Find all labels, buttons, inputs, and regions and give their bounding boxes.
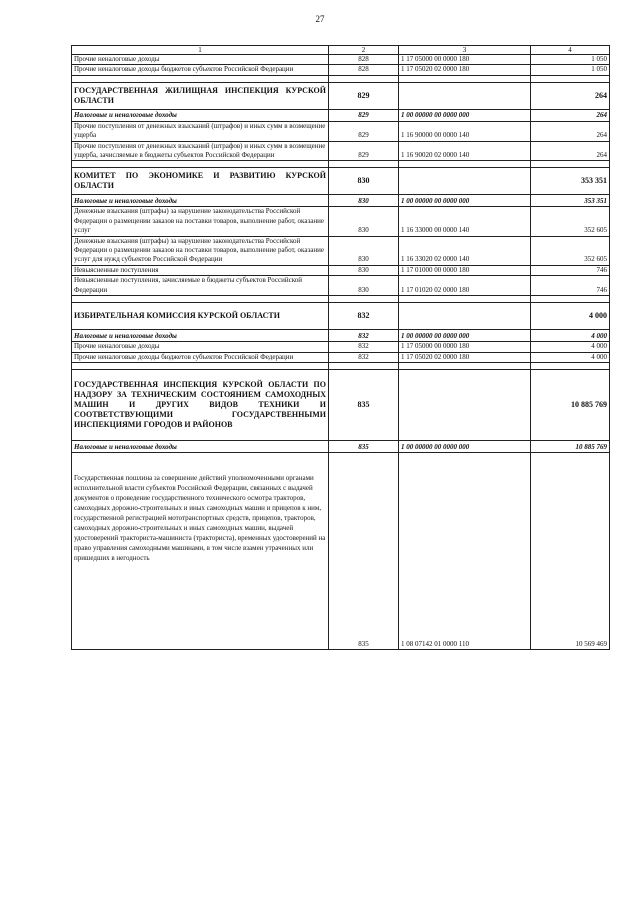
spacer-cell [531, 75, 610, 82]
row-kbk-cell: 1 17 05020 02 0000 180 [399, 65, 531, 75]
row-amount-cell: 4 000 [531, 342, 610, 352]
spacer-cell [329, 75, 399, 82]
row-kbk-cell: 1 17 01020 02 0000 180 [399, 276, 531, 296]
row-name-cell: ГОСУДАРСТВЕННАЯ ЖИЛИЩНАЯ ИНСПЕКЦИЯ КУРСКОЙ ОБЛАСТИ [72, 82, 329, 109]
row-name-cell: Прочие неналоговые доходы [72, 342, 329, 352]
row-name-cell: ИЗБИРАТЕЛЬНАЯ КОМИССИЯ КУРСКОЙ ОБЛАСТИ [72, 303, 329, 330]
table-row [72, 55, 610, 65]
row-kbk-cell [399, 303, 531, 330]
spacer-cell [72, 161, 329, 168]
row-name-cell: Налоговые и неналоговые доходы [72, 195, 329, 207]
row-kbk-cell: 1 17 05020 02 0000 180 [399, 352, 531, 362]
spacer-cell [531, 161, 610, 168]
row-code-cell: 830 [329, 195, 399, 207]
row-amount-cell: 353 351 [531, 195, 610, 207]
row-code-cell: 835 [329, 452, 399, 649]
row-code-cell: 830 [329, 276, 399, 296]
spacer-cell [399, 296, 531, 303]
spacer-cell [72, 362, 329, 369]
organization-row [72, 369, 610, 440]
row-code-cell: 830 [329, 168, 399, 195]
row-name-cell: Денежные взыскания (штрафы) за нарушение законодательства Российской Федерации о размещении заказов на поставки товаров, выполнение работ, оказание услуг [72, 207, 329, 236]
table-row [72, 265, 610, 275]
row-kbk-cell [399, 168, 531, 195]
row-amount-cell: 352 605 [531, 236, 610, 265]
table-row [72, 65, 610, 75]
budget-revenue-table [71, 45, 610, 650]
row-kbk-cell: 1 17 01000 00 0000 180 [399, 265, 531, 275]
spacer-cell [531, 362, 610, 369]
row-kbk-cell [399, 369, 531, 440]
row-amount-cell: 1 050 [531, 65, 610, 75]
spacer-cell [72, 296, 329, 303]
table-body [72, 46, 610, 650]
spacer-row [72, 75, 610, 82]
row-name-cell: ГОСУДАРСТВЕННАЯ ИНСПЕКЦИЯ КУРСКОЙ ОБЛАСТИ ПО НАДЗОРУ ЗА ТЕХНИЧЕСКИМ СОСТОЯНИЕМ САМОХОДНЫХ МАШИН И ДРУГИХ ВИДОВ ТЕХНИКИ И СООТВЕТСТВУЮЩИМИ ГОСУДАРСТВЕННЫМИ ИНСПЕКЦИЯМИ ГОРОДОВ И РАЙОНОВ [72, 369, 329, 440]
revenue-group-row [72, 195, 610, 207]
row-amount-cell: 10 885 769 [531, 369, 610, 440]
row-name-cell: Налоговые и неналоговые доходы [72, 330, 329, 342]
table-row [72, 207, 610, 236]
table-header-row [72, 46, 610, 55]
row-amount-cell: 10 569 469 [531, 452, 610, 649]
row-name-cell: Прочие поступления от денежных взысканий (штрафов) и иных сумм в возмещение ущерба, зачисляемые в бюджеты субъектов Российской Федерации [72, 141, 329, 161]
row-name-cell: Прочие неналоговые доходы бюджетов субъектов Российской Федерации [72, 65, 329, 75]
row-amount-cell: 353 351 [531, 168, 610, 195]
column-header-4: 4 [531, 46, 610, 55]
row-code-cell: 832 [329, 342, 399, 352]
spacer-cell [329, 161, 399, 168]
table-row [72, 452, 610, 649]
row-code-cell: 832 [329, 303, 399, 330]
spacer-cell [329, 296, 399, 303]
revenue-group-row [72, 440, 610, 452]
row-amount-cell: 264 [531, 109, 610, 121]
table-row [72, 141, 610, 161]
organization-row [72, 82, 610, 109]
row-kbk-cell: 1 08 07142 01 0000 110 [399, 452, 531, 649]
row-kbk-cell: 1 16 33020 02 0000 140 [399, 236, 531, 265]
row-amount-cell: 1 050 [531, 55, 610, 65]
row-name-cell: Прочие неналоговые доходы [72, 55, 329, 65]
row-name-cell: Денежные взыскания (штрафы) за нарушение законодательства Российской Федерации о размещении заказов на поставки товаров, выполнение работ, оказание услуг для нужд субъектов Российской Федерации [72, 236, 329, 265]
spacer-cell [329, 362, 399, 369]
organization-row [72, 303, 610, 330]
row-code-cell: 829 [329, 121, 399, 141]
row-amount-cell: 264 [531, 82, 610, 109]
page-number: 27 [315, 14, 325, 24]
row-code-cell: 828 [329, 55, 399, 65]
table-row [72, 276, 610, 296]
table-row [72, 236, 610, 265]
row-amount-cell: 4 000 [531, 352, 610, 362]
row-kbk-cell: 1 00 00000 00 0000 000 [399, 330, 531, 342]
column-header-2: 2 [329, 46, 399, 55]
spacer-cell [399, 75, 531, 82]
row-amount-cell: 10 885 769 [531, 440, 610, 452]
row-code-cell: 830 [329, 236, 399, 265]
revenue-group-row [72, 330, 610, 342]
row-code-cell: 829 [329, 82, 399, 109]
row-code-cell: 830 [329, 265, 399, 275]
row-kbk-cell: 1 00 00000 00 0000 000 [399, 440, 531, 452]
spacer-cell [399, 362, 531, 369]
row-amount-cell: 746 [531, 276, 610, 296]
spacer-row [72, 362, 610, 369]
row-code-cell: 830 [329, 207, 399, 236]
row-code-cell: 832 [329, 352, 399, 362]
row-amount-cell: 4 000 [531, 303, 610, 330]
row-kbk-cell: 1 16 90020 02 0000 140 [399, 141, 531, 161]
row-amount-cell: 4 000 [531, 330, 610, 342]
row-kbk-cell: 1 16 33000 00 0000 140 [399, 207, 531, 236]
row-kbk-cell [399, 82, 531, 109]
row-kbk-cell: 1 00 00000 00 0000 000 [399, 195, 531, 207]
row-amount-cell: 352 605 [531, 207, 610, 236]
row-name-cell: Прочие неналоговые доходы бюджетов субъектов Российской Федерации [72, 352, 329, 362]
row-kbk-cell: 1 17 05000 00 0000 180 [399, 55, 531, 65]
revenue-group-row [72, 109, 610, 121]
column-header-3: 3 [399, 46, 531, 55]
spacer-cell [531, 296, 610, 303]
column-header-1: 1 [72, 46, 329, 55]
table-row [72, 342, 610, 352]
row-kbk-cell: 1 00 00000 00 0000 000 [399, 109, 531, 121]
row-kbk-cell: 1 16 90000 00 0000 140 [399, 121, 531, 141]
table-row [72, 352, 610, 362]
row-name-cell: Прочие поступления от денежных взысканий (штрафов) и иных сумм в возмещение ущерба [72, 121, 329, 141]
row-name-cell: Налоговые и неналоговые доходы [72, 440, 329, 452]
row-kbk-cell: 1 17 05000 00 0000 180 [399, 342, 531, 352]
row-code-cell: 835 [329, 369, 399, 440]
spacer-row [72, 296, 610, 303]
spacer-row [72, 161, 610, 168]
row-code-cell: 832 [329, 330, 399, 342]
row-name-cell: Налоговые и неналоговые доходы [72, 109, 329, 121]
spacer-cell [72, 75, 329, 82]
row-name-cell: Невыясненные поступления, зачисляемые в бюджеты субъектов Российской Федерации [72, 276, 329, 296]
row-code-cell: 835 [329, 440, 399, 452]
row-amount-cell: 746 [531, 265, 610, 275]
table-row [72, 121, 610, 141]
row-amount-cell: 264 [531, 121, 610, 141]
spacer-cell [399, 161, 531, 168]
row-code-cell: 828 [329, 65, 399, 75]
row-name-cell: КОМИТЕТ ПО ЭКОНОМИКЕ И РАЗВИТИЮ КУРСКОЙ ОБЛАСТИ [72, 168, 329, 195]
row-code-cell: 829 [329, 141, 399, 161]
row-name-cell: Государственная пошлина за совершение действий уполномоченными органами исполнительной власти субъектов Российской Федерации, связанных с выдачей документов о проведение государственного технического осмотра тракторов, самоходных дорожно-строительных и иных самоходных машин и прицепов к ним, государственной регистрацией мототранспортных средств, прицепов, тракторов, самоходных дорожно-строительных и иных самоходных машин, выдачей удостоверений тракториста-машиниста (тракториста), временных удостоверений на право управления самоходными машинами, в том числе взамен утраченных или пришедших в негодность [72, 452, 329, 649]
row-code-cell: 829 [329, 109, 399, 121]
row-name-cell: Невыясненные поступления [72, 265, 329, 275]
row-amount-cell: 264 [531, 141, 610, 161]
organization-row [72, 168, 610, 195]
